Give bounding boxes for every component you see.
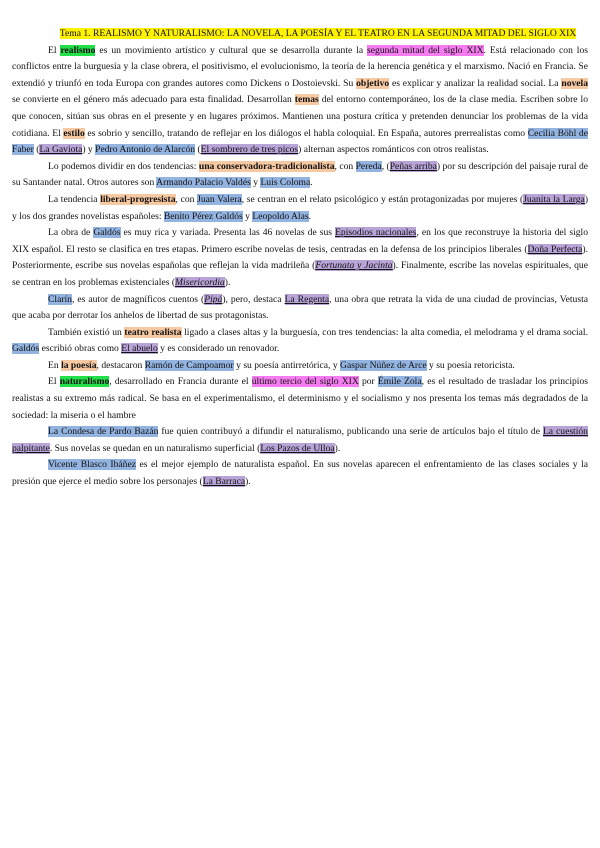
text-run: y es considerado un renovador.	[157, 343, 280, 355]
highlighted-term: realismo	[60, 44, 96, 56]
text-run: es el mejor ejemplo de naturalista español. En sus novelas aparecen el enfrentamiento de las clases sociales y la presión que ejerce el medio sobre los personajes (	[12, 459, 588, 488]
document-page	[12, 26, 588, 491]
highlighted-term: La Barraca	[202, 476, 246, 488]
paragraph	[12, 159, 588, 192]
paragraph	[12, 325, 588, 358]
highlighted-term: Juanita la Larga	[523, 193, 585, 205]
text-run: ). Finalmente, escribe las novelas espirituales, que se centran en los problemas existenciales (	[12, 260, 588, 288]
text-run: Lo podemos dividir en dos tendencias:	[48, 160, 199, 172]
text-run: y	[242, 210, 253, 222]
text-run: También existió un	[48, 326, 125, 338]
highlighted-term: Misericordia	[175, 276, 225, 288]
text-run: . Está relacionado con los conflictos entre la burguesía y la clase obrera, el positivismo, el evolucionismo, la teoría de la herencia genética y el marxismo. Nació en Francia. Se extendió y triunfó en toda Europa con grandes autores como Dickens o Dostoievski. Su	[12, 44, 588, 89]
highlighted-term: La Regenta	[284, 293, 330, 305]
highlighted-term: Gaspar Núñez de Arce	[340, 359, 427, 371]
paragraph	[12, 225, 588, 291]
text-run: El	[48, 44, 61, 56]
text-run: y su poesía retoricista.	[426, 359, 515, 371]
text-run: , es autor de magníficos cuentos (	[71, 293, 205, 305]
paragraph	[12, 292, 588, 325]
text-run: , (	[381, 160, 390, 172]
text-run: ) alternan aspectos románticos con otros realistas.	[298, 144, 489, 156]
text-run: ) y	[82, 144, 96, 156]
text-run: ).	[224, 276, 231, 288]
text-run: , una obra que retrata la vida de una ciudad de provincias, Vetusta que acaba por derrotar los anhelos de libertad de sus protagonistas.	[12, 293, 588, 322]
text-run: es sobrio y sencillo, tratando de reflejar en los diálogos el habla coloquial. En España, autores prerrealistas como	[84, 127, 528, 139]
highlighted-term: La Condesa de Pardo Bazán	[48, 426, 159, 438]
highlighted-term: Ramón de Campoamor	[144, 359, 234, 371]
highlighted-term: temas	[294, 94, 319, 106]
text-run: ).	[334, 442, 341, 454]
text-run: ).	[245, 476, 251, 488]
text-run: , desarrollado en Francia durante el	[109, 376, 252, 388]
highlighted-term: Galdós	[93, 227, 121, 239]
highlighted-term: Leopoldo Alas	[252, 210, 309, 222]
text-run: se convierte en el género más adecuado para esta finalidad. Desarrollan	[12, 94, 295, 106]
highlighted-term: La Gaviota	[39, 144, 83, 156]
highlighted-term: Benito Pérez Galdós	[163, 210, 243, 222]
text-run: escribió obras como	[39, 343, 122, 355]
highlighted-term: Luis Coloma	[260, 177, 311, 189]
highlighted-term: Galdós	[12, 343, 40, 355]
document-body	[12, 43, 588, 491]
text-run: y su poesía antirretórica, y	[233, 359, 341, 371]
highlighted-term: Doña Perfecta	[527, 243, 583, 255]
text-run: ligado a clases altas y la burguesía, con tres tendencias: la alta comedia, el melodrama y el drama social.	[181, 326, 588, 338]
text-run: (	[195, 144, 201, 156]
highlighted-term: Cecilia Böhl de Faber	[12, 127, 588, 156]
highlighted-term: Peñas arriba	[389, 160, 437, 172]
text-run: En	[48, 359, 62, 371]
text-run: del entorno contemporáneo, los de la clase media. Escriben sobre lo que conocen, sitúan sus obras en el presente y en lugares próximos. Mantienen una postura crítica y pretenden denunciar los problemas de la vida cotidiana. El	[12, 94, 588, 139]
text-run: . Sus novelas se quedan en un naturalismo superficial (	[49, 442, 261, 454]
paragraph	[12, 424, 588, 457]
text-run: ). Posteriormente, escribe sus novelas españolas que reflejan la vida madrileña (	[12, 243, 588, 272]
text-run: ) y los dos grandes novelistas españoles:	[12, 193, 589, 222]
text-run: .	[308, 210, 311, 222]
highlighted-term: objetivo	[356, 77, 390, 89]
text-run: , con	[334, 160, 356, 172]
highlighted-term: novela	[561, 77, 589, 89]
highlighted-term: Pereda	[355, 160, 382, 172]
highlighted-term: naturalismo	[59, 376, 110, 388]
highlighted-term: Fortunata y Jacinta	[315, 260, 393, 272]
highlighted-term: Clarín	[48, 293, 72, 305]
highlighted-term: la poesía	[61, 359, 97, 371]
highlighted-term: una conservadora-tradicionalista	[198, 160, 335, 172]
highlighted-term: El sombrero de tres picos	[200, 144, 299, 156]
highlighted-term: Pedro Antonio de Alarcón	[95, 144, 196, 156]
text-run: es muy rica y variada. Presenta las 46 novelas de sus	[120, 227, 336, 239]
text-run: , se centran en el relato psicológico y están protagonizadas por mujeres (	[241, 193, 524, 205]
text-run: y	[250, 177, 261, 189]
document-title	[12, 26, 588, 43]
paragraph	[12, 43, 588, 159]
text-run: fue quien contribuyó a difundir el naturalismo, publicando una serie de artículos bajo el título de	[158, 426, 543, 438]
highlighted-term: Pipá	[204, 293, 223, 305]
paragraph	[12, 457, 588, 490]
text-run: El	[48, 376, 60, 388]
text-run: ), pero, destaca	[222, 293, 285, 305]
title-highlight: Tema 1. REALISMO Y NATURALISMO: LA NOVELA, LA POESÍA Y EL TEATRO EN LA SEGUNDA MITAD DEL SIGLO XIX	[59, 28, 577, 39]
highlighted-term: último tercio del siglo XIX	[251, 376, 359, 388]
highlighted-term: Los Pazos de Ulloa	[260, 442, 335, 454]
text-run: es explicar y analizar la realidad social. La	[389, 77, 562, 89]
text-run: .	[310, 177, 313, 189]
text-run: La tendencia	[48, 193, 101, 205]
text-run: ) por su descripción del paisaje rural de su Santander natal. Otros autores son	[12, 160, 588, 189]
text-run: La obra de	[48, 227, 94, 239]
highlighted-term: liberal-progresista	[100, 193, 176, 205]
text-run: es un movimiento artístico y cultural que se desarrolla durante la	[95, 44, 368, 56]
highlighted-term: segunda mitad del siglo XIX	[367, 44, 484, 56]
highlighted-term: teatro realista	[124, 326, 182, 338]
highlighted-term: Armando Palacio Valdés	[156, 177, 251, 189]
highlighted-term: Émile Zola	[377, 376, 422, 388]
text-run: , es el resultado de trasladar los principios realistas a su extremo más radical. Se basa en el experimentalismo, el determinismo y el socialismo y nos presenta los temas más degradados de la sociedad: la miseria o el hambre	[12, 376, 588, 421]
paragraph	[12, 192, 588, 225]
text-run: , destacaron	[96, 359, 145, 371]
paragraph	[12, 358, 588, 375]
highlighted-term: Vicente Blasco Ibáñez	[48, 459, 136, 471]
text-run: por	[358, 376, 378, 388]
paragraph	[12, 374, 588, 424]
text-run: , con	[175, 193, 198, 205]
highlighted-term: Episodios nacionales	[335, 227, 417, 239]
highlighted-term: estilo	[63, 127, 85, 139]
text-run: (	[33, 144, 40, 156]
text-run: , en los que reconstruye la historia del siglo XIX español. El resto se clasifica en tres etapas. Primero escribe novelas de tesis, centradas en la defensa de los principios liberales (	[12, 227, 588, 255]
highlighted-term: El abuelo	[121, 343, 158, 355]
highlighted-term: Juan Valera	[197, 193, 242, 205]
highlighted-term: La cuestión palpitante	[12, 426, 588, 454]
